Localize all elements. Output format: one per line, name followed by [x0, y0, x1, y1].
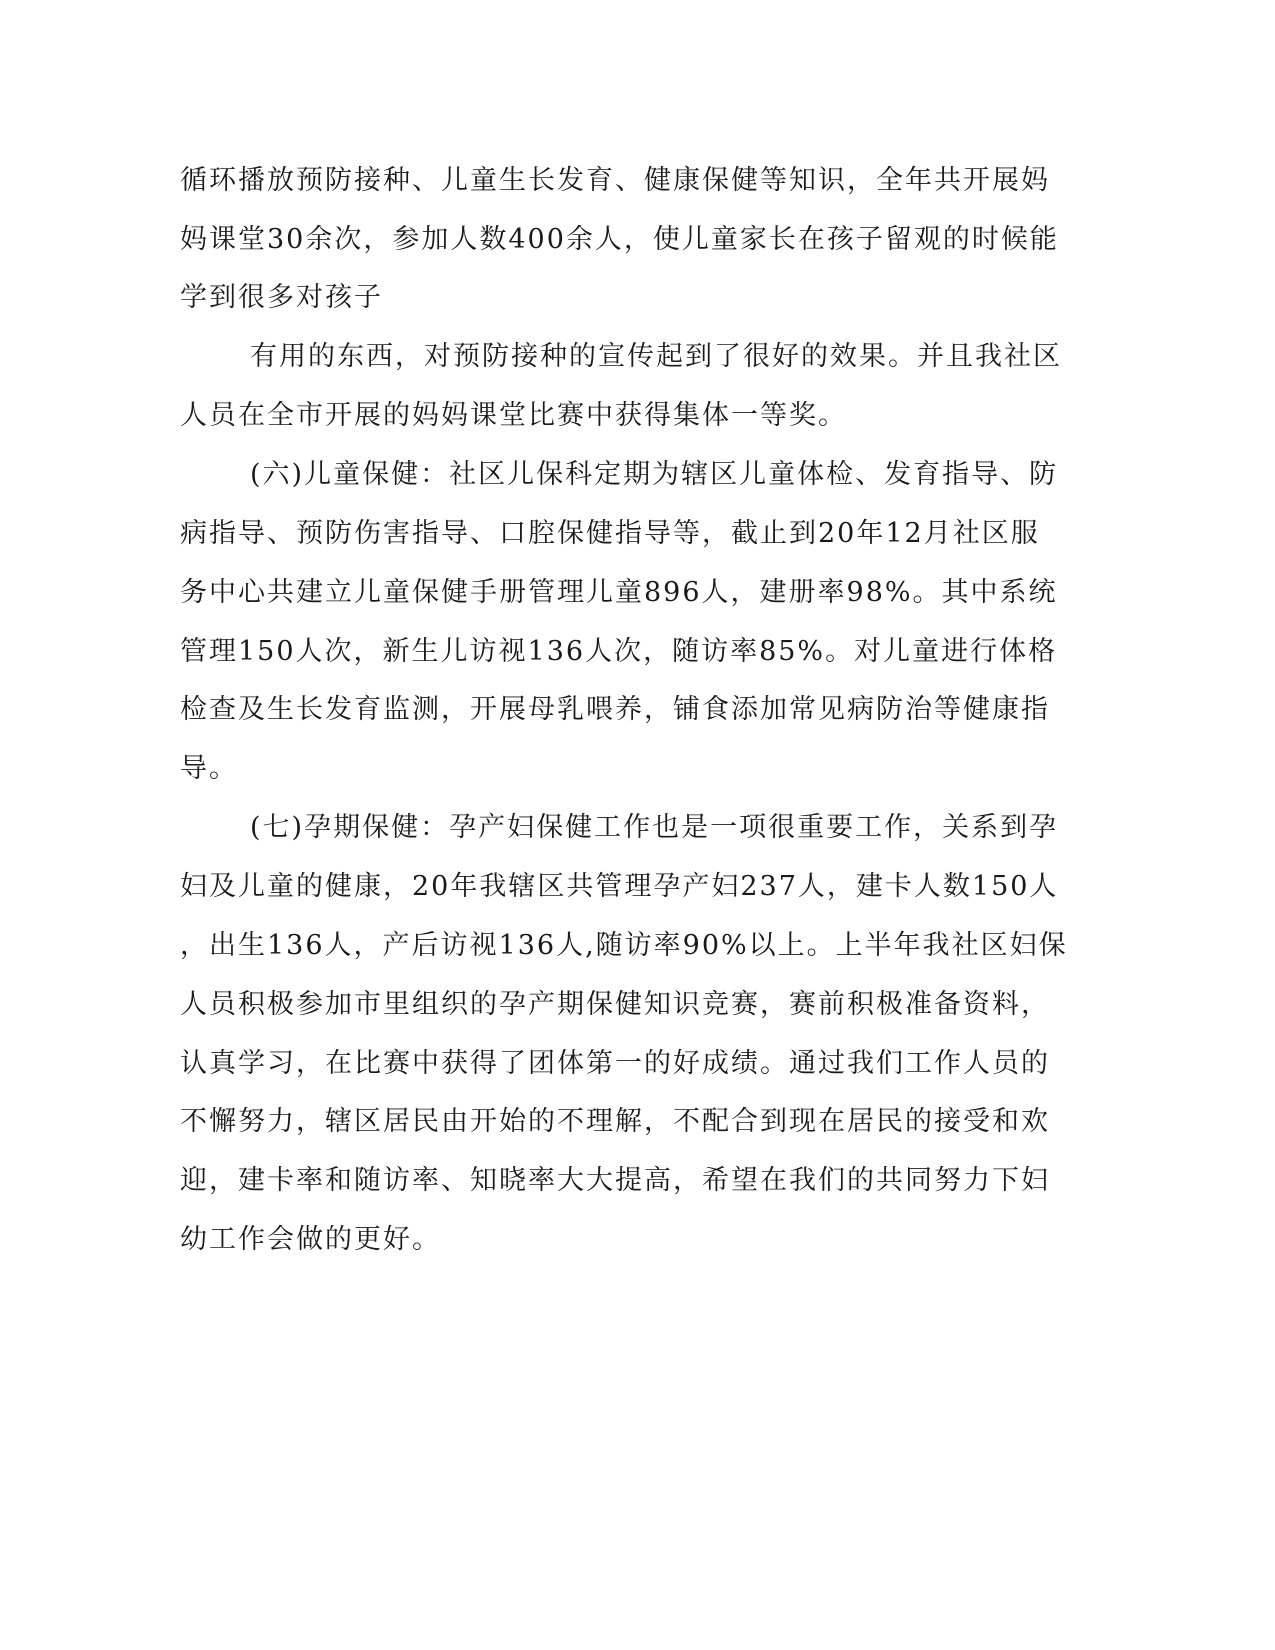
text-line: 学到很多对孩子 — [180, 282, 383, 313]
text-line: 迎，建卡率和随访率、知晓率大大提高，希望在我们的共同努力下妇 — [180, 1165, 1050, 1196]
text-line: 人员积极参加市里组织的孕产期保健知识竞赛，赛前积极准备资料， — [180, 989, 1050, 1020]
text-line: 妇及儿童的健康，20年我辖区共管理孕产妇237人，建卡人数150人 — [180, 871, 1059, 902]
text-line: 务中心共建立儿童保健手册管理儿童896人，建册率98%。其中系统 — [180, 577, 1058, 608]
text-line: 检查及生长发育监测，开展母乳喂养，铺食添加常见病防治等健康指 — [180, 694, 1050, 725]
text-line: 有用的东西，对预防接种的宣传起到了很好的效果。并且我社区 — [250, 341, 1062, 372]
text-line: 循环播放预防接种、儿童生长发育、健康保健等知识，全年共开展妈 — [180, 165, 1050, 196]
text-line: 不懈努力，辖区居民由开始的不理解，不配合到现在居民的接受和欢 — [180, 1106, 1050, 1137]
text-line: 人员在全市开展的妈妈课堂比赛中获得集体一等奖。 — [180, 400, 847, 431]
text-line: ，出生136人，产后访视136人,随访率90%以上。上半年我社区妇保 — [180, 930, 1068, 961]
text-line: 妈课堂30余次，参加人数400余人，使儿童家长在孩子留观的时候能 — [180, 224, 1059, 255]
text-line: 病指导、预防伤害指导、口腔保健指导等，截止到20年12月社区服 — [180, 518, 1040, 549]
text-line: 认真学习，在比赛中获得了团体第一的好成绩。通过我们工作人员的 — [180, 1048, 1050, 1079]
text-line: 幼工作会做的更好。 — [180, 1224, 441, 1255]
text-line: 导。 — [180, 753, 238, 784]
text-line: (七)孕期保健：孕产妇保健工作也是一项很重要工作，关系到孕 — [250, 812, 1059, 843]
text-line: (六)儿童保健：社区儿保科定期为辖区儿童体检、发育指导、防 — [250, 459, 1059, 490]
text-line: 管理150人次，新生儿访视136人次，随访率85%。对儿童进行体格 — [180, 636, 1058, 667]
